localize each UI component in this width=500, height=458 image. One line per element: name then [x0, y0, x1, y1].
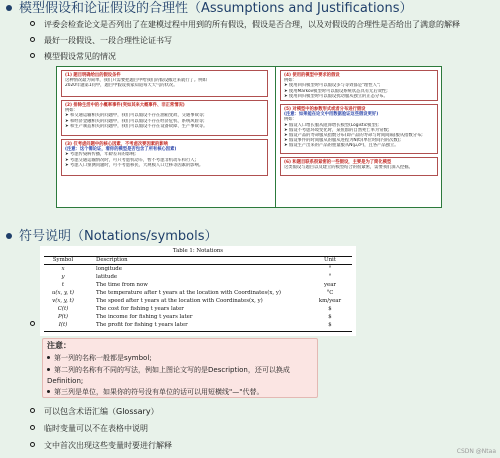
bullet-ring-icon: [30, 408, 35, 413]
table-cell-unit: $: [328, 322, 332, 328]
bullet-icon: [47, 368, 50, 371]
list-item: 可以包含术语汇编（Glossary）: [30, 406, 159, 417]
bullet-ring-icon: [30, 321, 35, 326]
list-item: 最好一段假设、一段合理性论证书写: [30, 35, 172, 46]
assumption-box-1: (1) 题目明确给出的假设条件 这种情况最为简单，我们只需要把题目中给我们的假设搬过来就行了。例如 2020年题第1问中，题目中假设我家知道每天天气的状况。: [61, 70, 268, 97]
table-cell-description: latitude: [96, 274, 118, 280]
bullet-icon: [47, 356, 50, 359]
table-cell-unit: km/year: [318, 298, 342, 304]
bullet-icon: [6, 5, 12, 11]
table-rule: [44, 264, 352, 265]
list-item: 模型假设常见的情况: [30, 51, 116, 62]
note-line: 第一列的名称一般都是symbol;: [47, 353, 152, 364]
note-line: 第二列的名称有不同的写法，例如上图论文写的是Description，还可以换成Definition;: [47, 366, 290, 385]
table-header-unit: Unit: [324, 257, 336, 263]
table-cell-description: The time from now: [96, 282, 148, 288]
table-cell-unit: year: [323, 282, 337, 288]
table-cell-description: The income for fishing t years later: [96, 314, 193, 320]
list-item: 文中首次出现这些变量时要进行解释: [30, 440, 172, 451]
bullet-icon: [6, 233, 12, 239]
table-cell-symbol: P(t): [58, 314, 68, 320]
table-cell-description: The profit for fishing t years later: [96, 322, 188, 328]
table-cell-symbol: y: [61, 274, 65, 280]
table-caption: Table 1: Notations: [172, 248, 224, 254]
assumption-box-3: (3) 仅考虑问题中的核心因素，不考虑次要因素的影响 (注意：这个需论证，看你的模型是否包含了所有核心因素) ➤ 考虑传染病传播，年龄差异的影响; ➤ 考虑交通运输情况时，可只考虑机动车，暂不考虑非机动车和行人; ➤ 考虑人口预测问题时，可不考虑移民、大规模人口迁移等因素的影响。: [61, 139, 268, 176]
note-callout: [42, 338, 318, 398]
assumption-box-4: (4) 使用的模型中要求的假设 例如： ➤ 使用回归模型时可以假设多与等效都是"理性人"; ➤ 使用Markov模型时可以假设系统状态具有无后效性; ➤ 使用回归模型时可以假设扰动服从独立的正态分布。: [280, 70, 438, 101]
table-cell-unit: °: [328, 266, 332, 272]
table-cell-symbol: I(t): [58, 322, 68, 328]
table-cell-unit: $: [328, 306, 332, 312]
table-header-symbol: Symbol: [52, 257, 74, 263]
bullet-ring-icon: [30, 21, 35, 26]
list-item: 评委会检查论文是否列出了在建模过程中用到的所有假设，假设是否合理，以及对假设的合理性是否给出了满意的解释: [30, 19, 460, 30]
table-cell-description: longitude: [96, 266, 122, 272]
watermark: CSDN @Ntaa: [456, 448, 496, 455]
table-rule: [44, 256, 352, 257]
note-title: 注意：: [47, 341, 71, 350]
assumption-box-2: (2) 排除生活中的小概率事件(突如其来大概事件、非正常情况) 例如： ➤ 和交通运输相关的问题中，我们可以假设不存在油箱变故、交通事故等; ➤ 和经济金融相关的问题中，我们可以假设不存在经济危机、系统风险等; ➤ 和生产制造相关的问题中，我们可以假设不存在设备故障、生产事故等。: [61, 100, 268, 136]
table-cell-symbol: u(x, y, t): [51, 290, 75, 296]
section-heading-assumptions: 模型假设和论证假设的合理性（Assumptions and Justifications）: [6, 1, 413, 17]
bullet-ring-icon: [30, 53, 35, 58]
bullet-ring-icon: [30, 442, 35, 447]
table-cell-description: The speed after t years at the location with Coordinates(x, y): [96, 298, 263, 304]
table-cell-symbol: C(t): [57, 306, 69, 312]
table-cell-symbol: x: [61, 266, 65, 272]
bullet-ring-icon: [30, 37, 35, 42]
note-line: 第三列是单位，如果你的符号没有单位的话可以用短横线"—"代替。: [47, 387, 263, 398]
table-cell-unit: °C: [326, 290, 334, 296]
bullet-icon: [47, 390, 50, 393]
bullet-ring-icon: [30, 425, 35, 430]
table-rule: [44, 331, 352, 332]
assumption-box-5: (5) 对模型中的参数形式或者分布进行假设 (注意：如果能在论文中用数据验证这些假设更好) 例如： ➤ 假设人口增长服从阻滞增长模型(Logistic模型); ➤ 假设不考虑环境变化时，某鱼群的自然死亡率为常数; ➤ 假设产品的寿命服从指数分布(即产品的寿命与时间间隔)服从指数分布; ➤ 假设事件的时间服从的服从进程为N(t)(单位时间内的次数); ➤ 假设生产出来的产品的重量服从N(μ,σ²)，且各产品独立。: [280, 104, 438, 154]
section-heading-notations: 符号说明（Notations/symbols）: [6, 229, 218, 245]
figure-right-column: [275, 67, 441, 207]
table-cell-description: The temperature after t years at the location with Coordinates(x, y): [96, 290, 281, 296]
table-cell-symbol: v(x, y, t): [52, 298, 74, 304]
table-cell-unit: $: [328, 314, 332, 320]
table-header-description: Description: [96, 257, 128, 263]
table-cell-symbol: t: [61, 282, 65, 288]
notations-table: [40, 246, 356, 336]
assumptions-figure: [56, 66, 442, 208]
table-cell-unit: °: [328, 274, 332, 280]
assumption-box-6: (6) 和题目联系很紧密的一些假设，主要是为了简化模型 这类假设与题目以及建立的模型结合的很紧密，需要我们深入挖掘。: [280, 157, 438, 176]
figure-left-column: [57, 67, 272, 207]
table-cell-description: The cost for fishing t years later: [96, 306, 184, 312]
list-item: 临时变量可以不在表格中说明: [30, 423, 148, 434]
